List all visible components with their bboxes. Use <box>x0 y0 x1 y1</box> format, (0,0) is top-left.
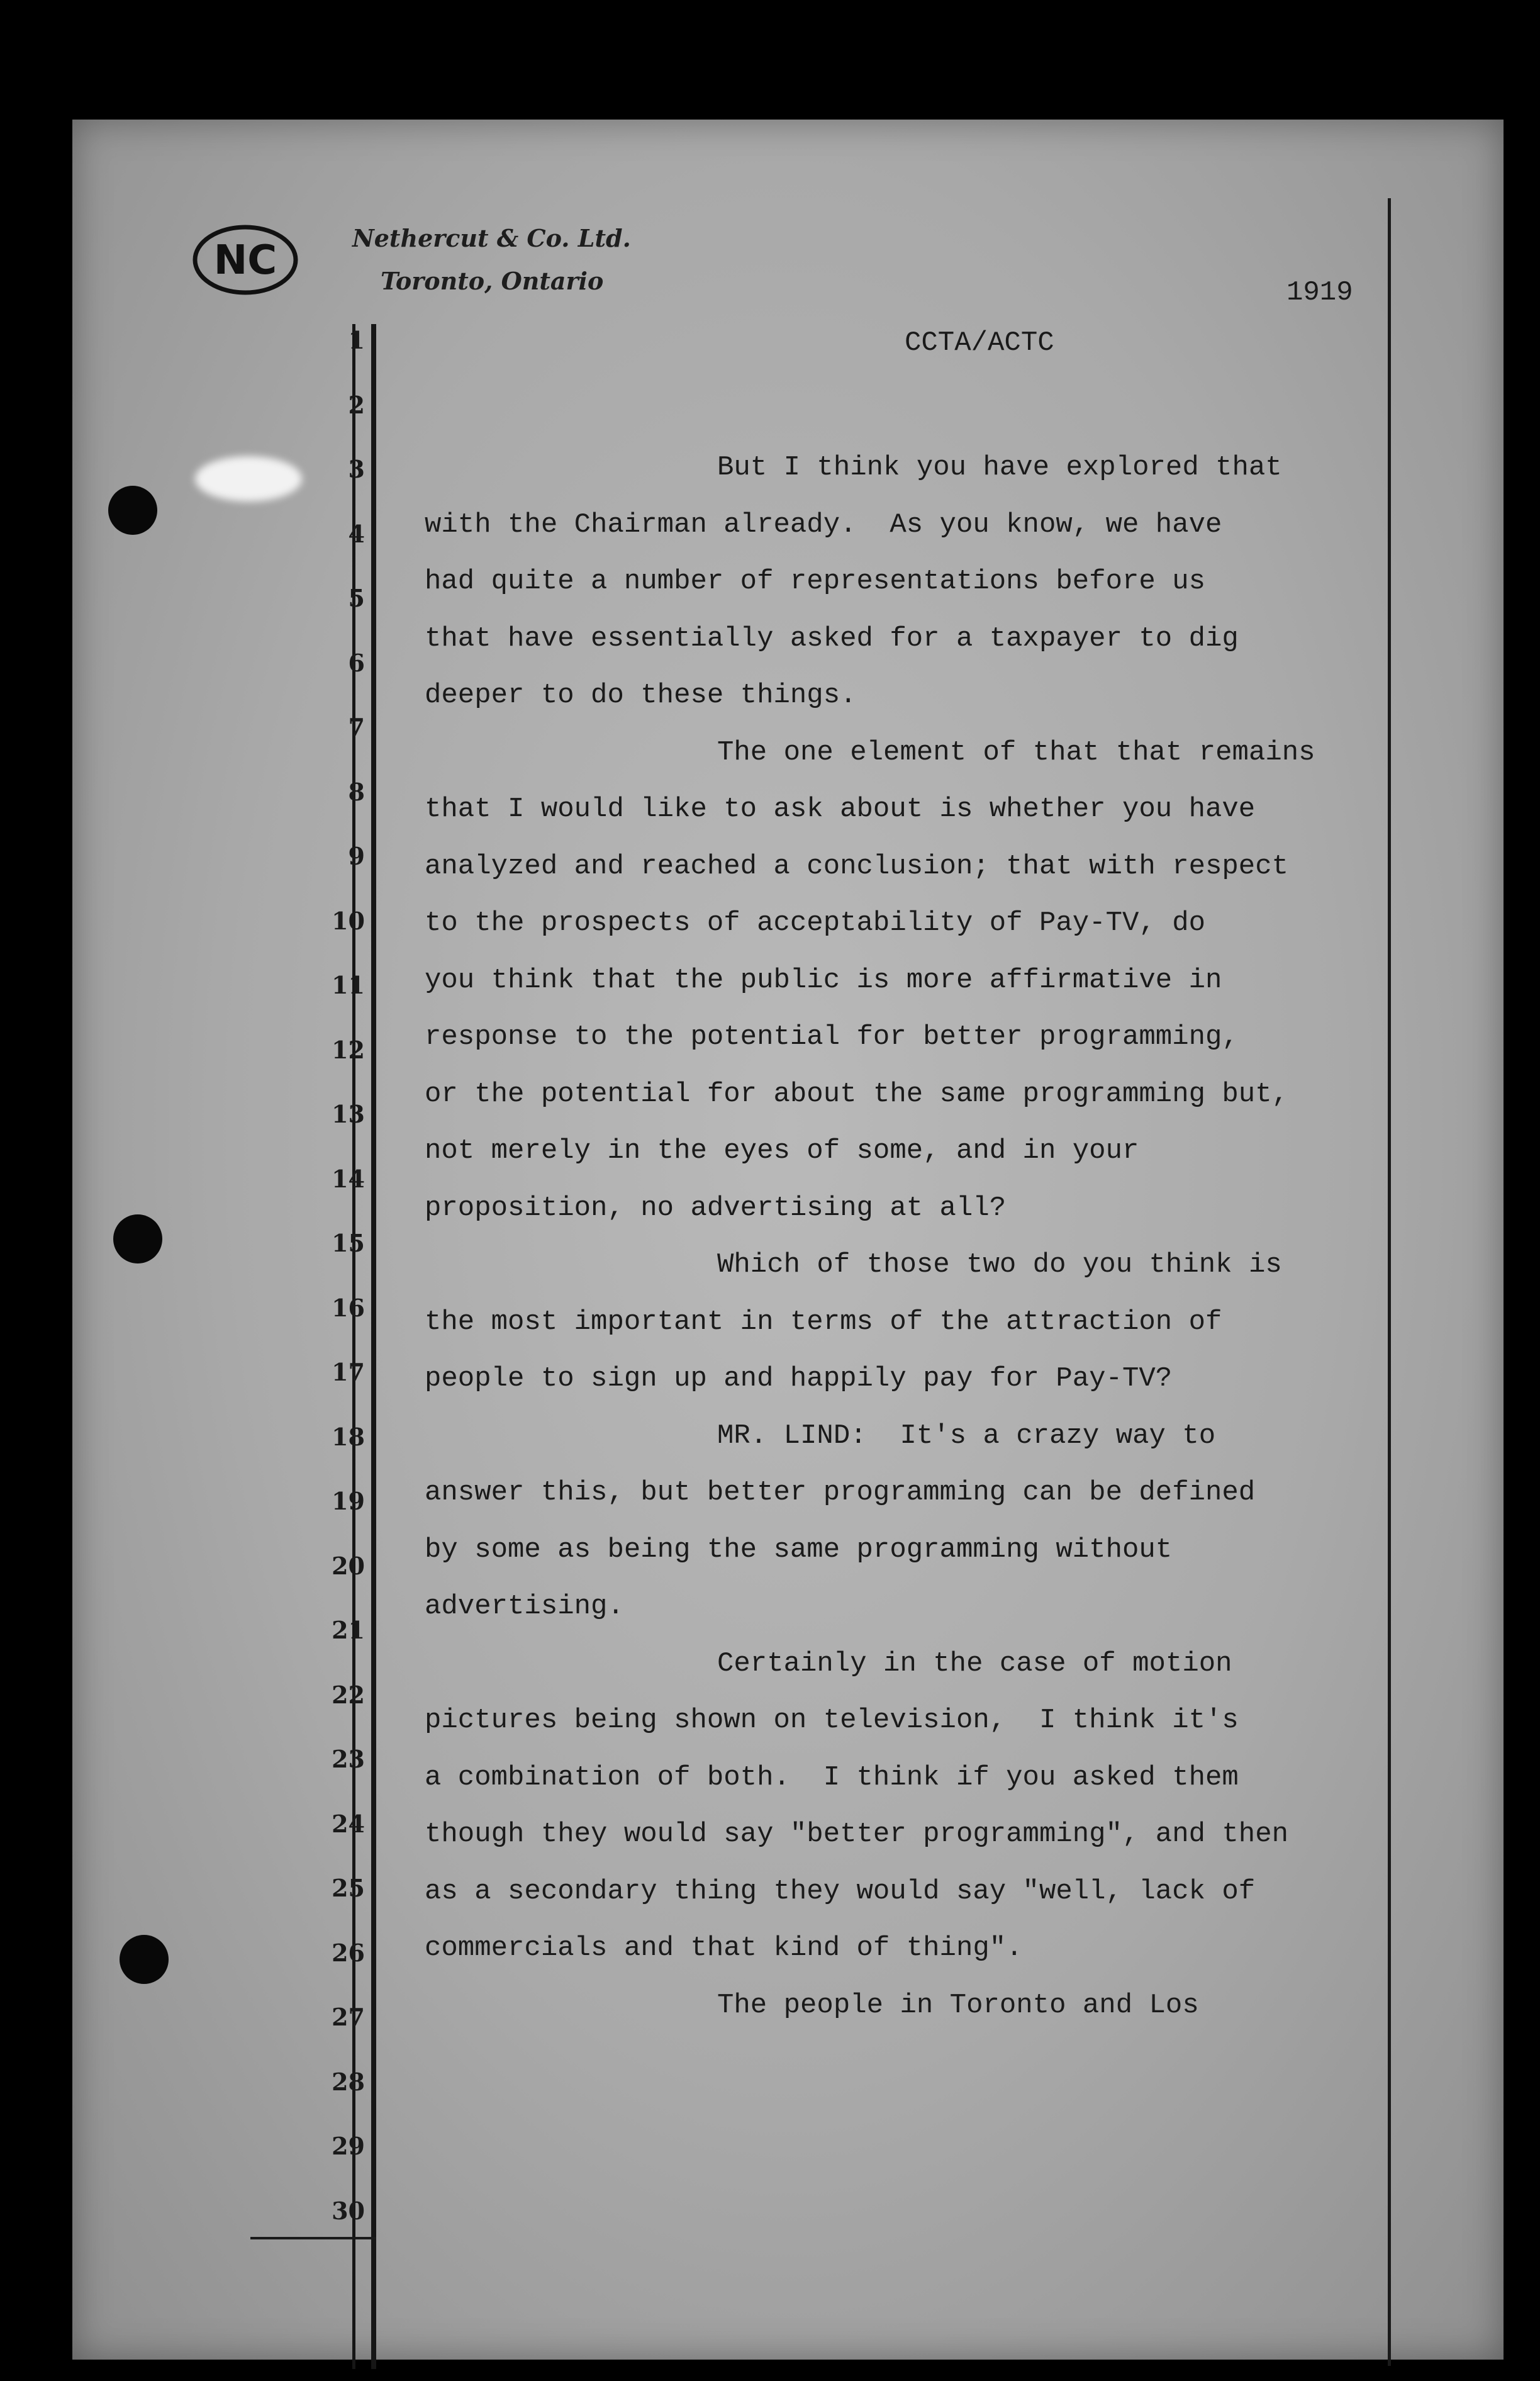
line-number: 10 <box>332 906 365 935</box>
right-margin-rule <box>1388 198 1391 2366</box>
transcript-line: deeper to do these things. <box>425 680 857 711</box>
transcript-line: Certainly in the case of motion <box>717 1647 1232 1679</box>
line-number: 22 <box>332 1680 365 1709</box>
punch-hole <box>113 1214 162 1263</box>
line-number: 9 <box>348 842 365 870</box>
transcript-line: The one element of that that remains <box>717 736 1315 768</box>
line-number: 7 <box>348 713 365 741</box>
line-number: 5 <box>348 584 365 612</box>
margin-rule <box>371 324 376 2369</box>
transcript-line: that have essentially asked for a taxpayer to dig <box>425 622 1239 654</box>
line-number: 23 <box>332 1745 365 1773</box>
transcript-line: But I think you have explored that <box>717 452 1282 483</box>
transcript-line: you think that the public is more affirmative in <box>425 964 1222 996</box>
line-number: 25 <box>332 1874 365 1902</box>
line-number: 8 <box>348 777 365 806</box>
transcript-line: to the prospects of acceptability of Pay-TV, do <box>425 907 1206 939</box>
margin-rule <box>352 324 355 2369</box>
line-number: 30 <box>332 2196 365 2225</box>
transcript-line: as a secondary thing they would say "well, lack of <box>425 1875 1256 1907</box>
line-number: 26 <box>332 1938 365 1967</box>
transcript-line: the most important in terms of the attraction of <box>425 1306 1222 1338</box>
line-number: 6 <box>348 648 365 677</box>
letterhead <box>352 217 631 303</box>
line-number: 27 <box>332 2003 365 2031</box>
transcript-line: pictures being shown on television, I think it's <box>425 1705 1239 1736</box>
line-number: 11 <box>332 971 365 999</box>
transcript-line: with the Chairman already. As you know, we have <box>425 508 1222 541</box>
line-number: 20 <box>332 1551 365 1580</box>
page-number: 1919 <box>1286 277 1353 308</box>
line-number: 1 <box>348 326 365 354</box>
transcript-line: commercials and that kind of thing". <box>425 1932 1023 1964</box>
punch-hole <box>120 1935 169 1984</box>
transcript-line: response to the potential for better programming, <box>425 1021 1239 1053</box>
line-number: 16 <box>332 1293 365 1322</box>
line-number: 4 <box>348 519 365 548</box>
transcript-line: that I would like to ask about is whether you have <box>425 793 1256 825</box>
transcript-line: though they would say "better programming", and then <box>425 1818 1289 1850</box>
transcript-line: had quite a number of representations before us <box>425 566 1206 597</box>
transcript-line: The people in Toronto and Los <box>717 1989 1199 2021</box>
transcript-line: advertising. <box>425 1591 624 1622</box>
line-number: 18 <box>332 1422 365 1451</box>
punch-hole <box>108 486 157 535</box>
company-city: Toronto, Ontario <box>381 267 604 295</box>
bottom-rule <box>250 2237 376 2239</box>
line-number: 29 <box>332 2132 365 2160</box>
line-number: 24 <box>332 1809 365 1838</box>
line-number: 28 <box>332 2067 365 2096</box>
transcript-line: a combination of both. I think if you asked them <box>425 1761 1239 1793</box>
line-number: 17 <box>332 1358 365 1386</box>
company-logo <box>192 223 299 296</box>
transcript-line: proposition, no advertising at all? <box>425 1192 1007 1224</box>
line-number: 19 <box>332 1487 365 1515</box>
transcript-line: people to sign up and happily pay for Pay-TV? <box>425 1363 1173 1394</box>
line-number: 3 <box>348 455 365 483</box>
white-smudge <box>195 456 302 501</box>
line-number: 14 <box>332 1164 365 1193</box>
line-number: 13 <box>332 1100 365 1128</box>
transcript-line: analyzed and reached a conclusion; that with respect <box>425 850 1289 882</box>
transcript-line: Which of those two do you think is <box>717 1249 1282 1280</box>
line-number: 21 <box>332 1616 365 1644</box>
company-name: Nethercut & Co. Ltd. <box>352 224 631 252</box>
logo-text: NC <box>213 237 277 284</box>
transcript-line: by some as being the same programming without <box>425 1533 1173 1566</box>
transcript-line: or the potential for about the same programming but, <box>425 1078 1289 1110</box>
transcript-line: answer this, but better programming can be defined <box>425 1477 1256 1508</box>
transcript-line: not merely in the eyes of some, and in your <box>425 1135 1139 1167</box>
line-number: 15 <box>332 1229 365 1257</box>
page-header-title: CCTA/ACTC <box>905 327 1054 359</box>
line-number: 2 <box>348 390 365 419</box>
line-number: 12 <box>332 1035 365 1064</box>
transcript-line: MR. LIND: It's a crazy way to <box>717 1420 1216 1452</box>
